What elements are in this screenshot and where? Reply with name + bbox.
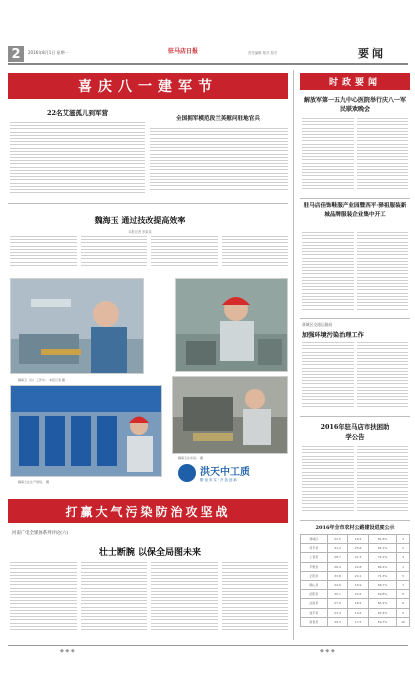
sidebar-divider-3 xyxy=(300,416,410,417)
table-cell: 59.7% xyxy=(368,617,396,626)
table-cell: 29.3 xyxy=(327,617,348,626)
masthead-label: 驻马店日报 xyxy=(168,48,199,55)
sidebar-notice-body xyxy=(302,446,408,518)
photo-red-helmet-worker xyxy=(175,278,288,372)
article-1-body xyxy=(10,122,145,200)
table-row xyxy=(301,562,410,571)
sidebar-divider-4 xyxy=(300,520,410,521)
article-2-title: 全国拥军模范段兰英慰问驻地官兵 xyxy=(176,116,260,122)
article-1-title: 22名艾滋孤儿到军营 xyxy=(46,109,109,117)
road-table-title: 2016年全市农村公路建设进度公示 xyxy=(315,525,395,531)
column-divider xyxy=(293,70,294,640)
sidebar-article-3-kicker: 驿城区交通运输局 xyxy=(302,322,333,327)
table-cell: 14.6 xyxy=(348,608,369,617)
table-cell: 24.1 xyxy=(348,571,369,580)
table-cell: 22.5 xyxy=(327,535,348,544)
sidebar-article-2-body xyxy=(302,232,408,316)
table-cell: 21.3 xyxy=(348,553,369,562)
table-cell: 18.4 xyxy=(348,535,369,544)
table-cell: 71.3% xyxy=(368,571,396,580)
sidebar-article-1-body xyxy=(302,118,408,196)
company-logo-block xyxy=(178,462,288,486)
table-cell: 23.4 xyxy=(327,608,348,617)
sidebar-divider-1 xyxy=(300,198,410,199)
sidebar-column-title: 时政要闻 xyxy=(328,78,381,88)
photo-blue-machines xyxy=(10,385,162,477)
table-cell: 遂平县 xyxy=(301,608,328,617)
table-cell: 9 xyxy=(397,608,410,617)
editor-line: 责任编辑 版式 校对 xyxy=(248,51,278,55)
sidebar-article-1-title: 解放军第一五九中心医院举行庆八一军民联欢晚会 xyxy=(303,97,406,113)
table-cell: 31.2 xyxy=(327,544,348,553)
table-cell: 86.4% xyxy=(368,562,396,571)
commentary-kicker: 河南广电全媒体系列评论(六) xyxy=(12,531,69,536)
table-row xyxy=(301,580,410,589)
table-cell: 2 xyxy=(397,544,410,553)
table-cell: 74.2% xyxy=(368,553,396,562)
table-cell: 68.7% xyxy=(368,580,396,589)
table-cell: 16.9 xyxy=(348,580,369,589)
table-cell: 3 xyxy=(397,535,410,544)
logo-subtext: 勤 奋 务 实 · 开 拓 创 新 xyxy=(200,478,237,482)
table-cell: 28.7 xyxy=(327,553,348,562)
table-row xyxy=(301,617,410,626)
table-cell: 33.8 xyxy=(327,571,348,580)
commentary-body xyxy=(10,562,288,638)
army-day-banner: 喜庆八一建军节 xyxy=(8,73,288,99)
table-cell: 西平县 xyxy=(301,544,328,553)
article-3-byline: 本报记者 李某某 xyxy=(128,230,152,234)
caption-2: 魏海玉在车间。 摄 xyxy=(178,456,203,460)
table-cell: 69.8% xyxy=(368,590,396,599)
table-cell: 5 xyxy=(397,571,410,580)
sidebar-article-3-title: 加强环境污染治理工作 xyxy=(302,332,364,339)
section-title: 要闻 xyxy=(358,47,386,60)
table-cell: 6 xyxy=(397,590,410,599)
table-cell: 1 xyxy=(397,562,410,571)
sidebar-article-3-body xyxy=(302,342,408,414)
table-cell: 上蔡县 xyxy=(301,553,328,562)
table-cell: 24.6 xyxy=(327,580,348,589)
table-cell: 81.8% xyxy=(368,535,396,544)
date-line: 2016年8月1日 星期一 xyxy=(28,50,69,55)
photo-worker-machine-2 xyxy=(172,376,288,454)
table-row xyxy=(301,571,410,580)
divider-1 xyxy=(8,203,288,204)
page-number-badge: 2 xyxy=(8,46,24,62)
footer-rule xyxy=(8,645,408,646)
table-cell: 新蔡县 xyxy=(301,617,328,626)
sidebar-column-header xyxy=(300,73,410,90)
caption-3: 魏海玉在生产现场。 摄 xyxy=(18,480,49,484)
table-cell: 35.1 xyxy=(327,590,348,599)
sidebar-notice-title: 2016年驻马店市扶困助学公告 xyxy=(320,423,390,441)
road-progress-table xyxy=(300,534,410,627)
article-2-body xyxy=(150,128,288,200)
table-cell: 汝南县 xyxy=(301,599,328,608)
pollution-banner: 打赢大气污染防治攻坚战 xyxy=(8,499,288,523)
table-cell: 7 xyxy=(397,580,410,589)
photo-worker-machine xyxy=(10,278,144,374)
article-3-body xyxy=(10,236,288,274)
table-cell: 泌阳县 xyxy=(301,590,328,599)
page-header xyxy=(8,45,408,63)
table-cell: 65.2% xyxy=(368,599,396,608)
table-cell: 82.1% xyxy=(368,544,396,553)
table-cell: 4 xyxy=(397,553,410,562)
table-cell: 25.6 xyxy=(348,544,369,553)
table-cell: 24.5 xyxy=(348,590,369,599)
caption-1: 魏海玉（右）工作中。 本报记者 摄 xyxy=(18,378,65,382)
table-cell: 62.4% xyxy=(368,608,396,617)
article-3-title: 魏海玉 通过技改提高效率 xyxy=(94,215,186,225)
table-cell: 驿城区 xyxy=(301,535,328,544)
table-cell: 27.9 xyxy=(327,599,348,608)
table-cell: 8 xyxy=(397,599,410,608)
table-row xyxy=(301,544,410,553)
table-cell: 10 xyxy=(397,617,410,626)
footer-ornament-right: ◆ ◆ ◆ xyxy=(320,648,335,654)
footer-ornament-left: ◆ ◆ ◆ xyxy=(60,648,75,654)
logo-icon xyxy=(178,464,196,482)
commentary-title: 壮士断腕 以保全局图未来 xyxy=(98,548,202,558)
table-cell: 22.8 xyxy=(348,562,369,571)
table-row xyxy=(301,590,410,599)
table-cell: 平舆县 xyxy=(301,562,328,571)
table-row xyxy=(301,535,410,544)
table-cell: 18.2 xyxy=(348,599,369,608)
table-cell: 26.4 xyxy=(327,562,348,571)
table-row xyxy=(301,608,410,617)
table-cell: 17.5 xyxy=(348,617,369,626)
road-table xyxy=(300,534,410,627)
table-cell: 确山县 xyxy=(301,580,328,589)
sidebar-divider-2 xyxy=(300,318,410,319)
sidebar-article-2-title: 驻马店佳饰鞋服产业园暨西平·驿祖服装新城品牌服装企业集中开工 xyxy=(303,203,407,218)
header-rule xyxy=(8,63,408,65)
table-cell: 正阳县 xyxy=(301,571,328,580)
logo-text: 洪天中工质 xyxy=(200,467,250,478)
table-row xyxy=(301,553,410,562)
table-row xyxy=(301,599,410,608)
